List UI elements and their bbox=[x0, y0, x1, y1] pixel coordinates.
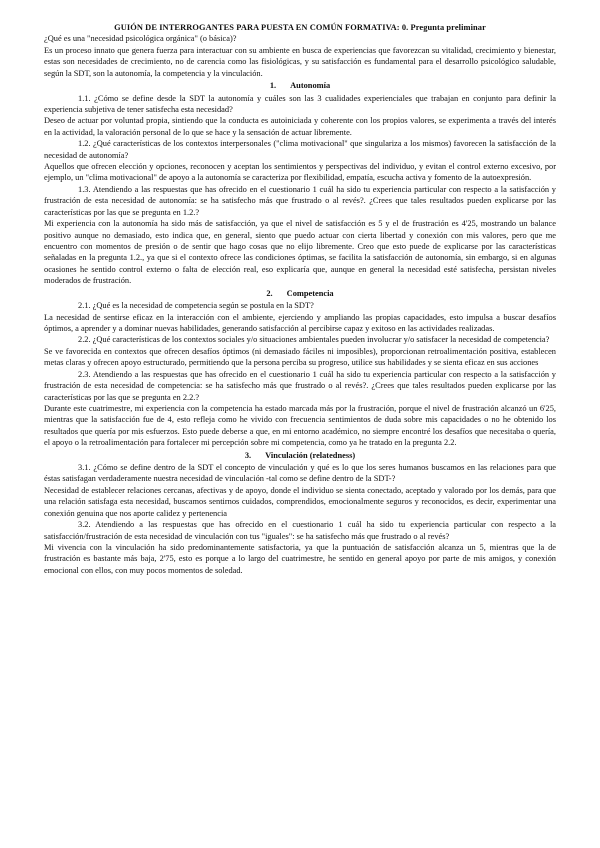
answer-2-3: Durante este cuatrimestre, mi experiencia con la competencia ha estado marcada más por la frustración, porque el nivel de frustración alcanzó un 6'25, mientras que la satisfacción fue de 4, esto refleja como he vivido con frecuencia sentimientos de duda sobre mis capacidades o no he obtenido los resultados que quería por mis esfuerzos. Esto puede deberse a que, en mi entorno académico, no siempre encontré los desafíos que necesitaba o quería, el apoyo o la retroalimentación para fortalecer mi percepción sobre mi competencia, como ya he tratado en la pregunta 2.2. bbox=[44, 403, 556, 448]
question-1-1: 1.1. ¿Cómo se define desde la SDT la autonomía y cuáles son las 3 cualidades experienciales que trabajan en conjunto para definir la experiencia subjetiva de tener satisfecha esta necesidad? bbox=[44, 93, 556, 114]
answer-1-3: Mi experiencia con la autonomía ha sido más de satisfacción, ya que el nivel de satisfacción es 5 y el de frustración es 4'25, mostrando un balance positivo aunque no demasiado, esto indica que, en general, siento que puedo actuar con cierta libertad y conexión con mis valores, pero que me encuentro con momentos de presión o de sentir que hago cosas que no elijo libremente. Creo que esto puede de explicarse por las características señaladas en la pregunta 1.2., ya que si el contexto ofrece las condiciones óptimas, se facilita la satisfacción de autonomía, sin embargo, si en algunas ocasiones he sentido control externo o falta de elección real, eso explicaría que, aunque en general la necesidad esté satisfecha, persistan niveles moderados de frustración. bbox=[44, 219, 556, 286]
question-2-2: 2.2. ¿Qué características de los contextos sociales y/o situaciones ambientales pueden involucrar y/o satisfacer la necesidad de competencia? bbox=[78, 335, 550, 345]
preliminary-question: ¿Qué es una "necesidad psicológica orgánica" (o básica)? bbox=[44, 34, 237, 44]
answer-1-2: Aquellos que ofrecen elección y opciones, reconocen y aceptan los sentimientos y perspectivas del individuo, y evitan el control externo excesivo, por ejemplo, un "clima motivacional" de apoyo a la autonomía se caracteriza por flexibilidad, empatía, escucha activa y fomento de la autoexpresión. bbox=[44, 162, 556, 183]
question-1-3: 1.3. Atendiendo a las respuestas que has ofrecido en el cuestionario 1 cuál ha sido tu experiencia particular con respecto a la satisfacción y frustración de esta necesidad de autonomía: se ha satisfecho más que frustrado o al revés?. ¿Crees que tales resultados pueden explicarse por las características por las que se pregunta en 1.2.? bbox=[44, 184, 556, 217]
section-title: Competencia bbox=[286, 288, 334, 298]
answer-3-1: Necesidad de establecer relaciones cercanas, afectivas y de apoyo, donde el individuo se sienta conectado, aceptado y valorado por los demás, para que una relación satisfaga esta necesidad, buscamos sentirnos cuidados, comprendidos, emocionalmente seguros y reconocidos, es decir, experimentar una conexión genuina que nos aporte calidez y pertenencia bbox=[44, 485, 556, 518]
question-2-1: 2.1. ¿Qué es la necesidad de competencia según se postula en la SDT? bbox=[78, 301, 314, 311]
answer-1-1: Deseo de actuar por voluntad propia, sintiendo que la conducta es autoiniciada y coherente con los propios valores, se experimenta a través del interés en la actividad, la valoración personal de lo que se hace y la sensación de actuar libremente. bbox=[44, 116, 556, 137]
question-2-3: 2.3. Atendiendo a las respuestas que has ofrecido en el cuestionario 1 cuál ha sido tu experiencia particular con respecto a la satisfacción y frustración de esta necesidad de competencia: se ha satisfecho más que frustrado o al revés?. ¿Crees que tales resultados pueden explicarse por las características por las que se pregunta en 2.2.? bbox=[44, 369, 556, 402]
section-title: Autonomía bbox=[290, 81, 331, 91]
section-number: 2. bbox=[266, 288, 273, 298]
section-heading-competencia bbox=[44, 288, 556, 299]
preliminary-answer: Es un proceso innato que genera fuerza para interactuar con su ambiente en busca de experiencias que favorezcan su vitalidad, crecimiento y bienestar, estas son necesidades de crecimiento, no de carencia como las fisiológicas, y su satisfacción es fundamental para el desarrollo psicológico saludable, según la SDT, son la autonomía, la competencia y la vinculación. bbox=[44, 45, 556, 78]
question-3-2: 3.2. Atendiendo a las respuestas que has ofrecido en el cuestionario 1 cuál ha sido tu experiencia particular con respecto a la satisfacción/frustración de esta necesidad de vinculación con tus "iguales": se ha satisfecho más que frustrado o al revés? bbox=[44, 520, 556, 541]
answer-3-2: Mi vivencia con la vinculación ha sido predominantemente satisfactoria, ya que la puntuación de satisfacción alcanza un 5, mientras que la de frustración es bastante más baja, 2'75, esto es porque a lo largo del cuatrimestre, he sentido en general apoyo por parte de mis amigos, y conexión emocional con ellos, con muy pocos momentos de soledad. bbox=[44, 542, 556, 575]
document-title: GUIÓN DE INTERROGANTES PARA PUESTA EN COMÚN FORMATIVA: 0. Pregunta preliminar bbox=[114, 23, 486, 32]
section-number: 3. bbox=[244, 450, 252, 460]
question-3-1: 3.1. ¿Cómo se define dentro de la SDT el concepto de vinculación y qué es lo que los seres humanos buscamos en las relaciones para que éstas satisfagan verdaderamente nuestra necesidad de vinculación -tal como se define dentro de la SDT-? bbox=[44, 463, 556, 484]
section-heading-vinculacion bbox=[44, 450, 556, 461]
question-1-2: 1.2. ¿Qué características de los contextos interpersonales ("clima motivacional" que singulariza a los mismos) favorecen la satisfacción de la necesidad de autonomía? bbox=[44, 139, 556, 160]
answer-2-2: Se ve favorecida en contextos que ofrecen desafíos óptimos (ni demasiado fáciles ni imposibles), proporcionan retroalimentación positiva, establecen metas claras y ofrecen apoyo estructurado, permitiendo que la persona perciba su progreso, utilice sus habilidades y se sienta eficaz en sus acciones bbox=[44, 346, 556, 368]
section-title: Vinculación (relatedness) bbox=[265, 450, 356, 460]
section-heading-autonomia bbox=[44, 80, 556, 91]
answer-2-1: La necesidad de sentirse eficaz en la interacción con el ambiente, ejerciendo y ampliando las propias capacidades, esto impulsa a buscar desafíos óptimos, a aprender y a dominar nuevas habilidades, generando satisfacción al percibirse capaz y exitoso en las actividades realizadas. bbox=[44, 312, 556, 333]
section-number: 1. bbox=[269, 81, 277, 91]
